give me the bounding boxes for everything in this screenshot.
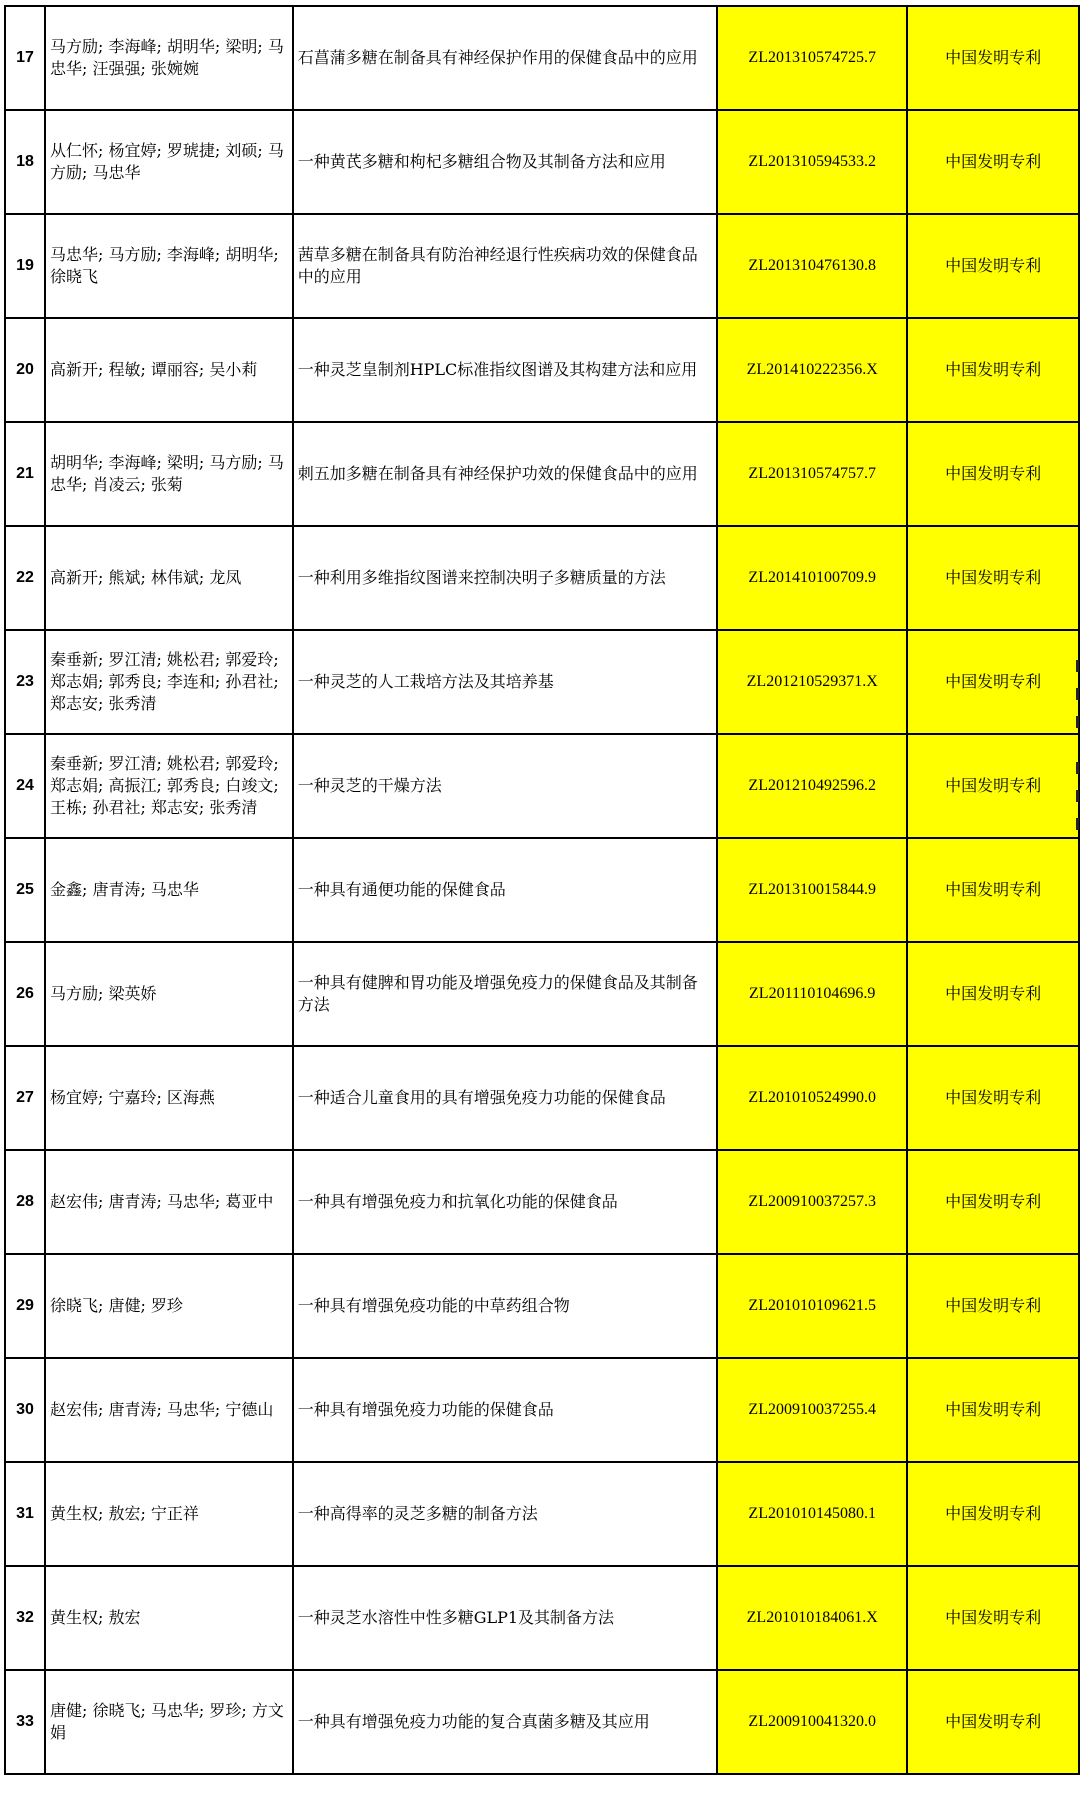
patent-number-cell: ZL201010145080.1 <box>717 1462 907 1566</box>
patent-type-cell: 中国发明专利 <box>907 422 1079 526</box>
row-number: 21 <box>5 422 45 526</box>
patent-title-cell: 一种具有增强免疫力和抗氧化功能的保健食品 <box>293 1150 718 1254</box>
patent-type-cell: 中国发明专利 <box>907 318 1079 422</box>
patent-type-cell: 中国发明专利 <box>907 6 1079 110</box>
patent-type-cell: 中国发明专利 <box>907 734 1079 838</box>
patent-number-cell: ZL201310574757.7 <box>717 422 907 526</box>
edge-mark <box>1076 688 1079 700</box>
patent-number-cell: ZL201110104696.9 <box>717 942 907 1046</box>
table-row <box>5 942 1079 1046</box>
inventors-cell: 马忠华; 马方励; 李海峰; 胡明华; 徐晓飞 <box>45 214 293 318</box>
inventors-cell: 赵宏伟; 唐青涛; 马忠华; 宁德山 <box>45 1358 293 1462</box>
patent-number-cell: ZL201010109621.5 <box>717 1254 907 1358</box>
patent-type-cell: 中国发明专利 <box>907 526 1079 630</box>
table-row <box>5 838 1079 942</box>
inventors-cell: 从仁怀; 杨宜婷; 罗琥捷; 刘硕; 马方励; 马忠华 <box>45 110 293 214</box>
table-row <box>5 734 1079 838</box>
table-row <box>5 318 1079 422</box>
patent-table-body <box>5 6 1079 1774</box>
patent-type-cell: 中国发明专利 <box>907 1462 1079 1566</box>
row-number: 23 <box>5 630 45 734</box>
inventors-cell: 高新开; 熊斌; 林伟斌; 龙凤 <box>45 526 293 630</box>
patent-number-cell: ZL200910037257.3 <box>717 1150 907 1254</box>
patent-number-cell: ZL201310574725.7 <box>717 6 907 110</box>
patent-number-cell: ZL201210492596.2 <box>717 734 907 838</box>
patent-title-cell: 一种灵芝皇制剂HPLC标准指纹图谱及其构建方法和应用 <box>293 318 718 422</box>
row-number: 25 <box>5 838 45 942</box>
row-number: 31 <box>5 1462 45 1566</box>
patent-type-cell: 中国发明专利 <box>907 1150 1079 1254</box>
inventors-cell: 马方励; 梁英娇 <box>45 942 293 1046</box>
row-number: 19 <box>5 214 45 318</box>
patent-number-cell: ZL201310594533.2 <box>717 110 907 214</box>
table-row <box>5 1046 1079 1150</box>
patent-type-cell: 中国发明专利 <box>907 630 1079 734</box>
patent-title-cell: 一种高得率的灵芝多糖的制备方法 <box>293 1462 718 1566</box>
inventors-cell: 秦垂新; 罗江清; 姚松君; 郭爱玲; 郑志娟; 郭秀良; 李连和; 孙君社; 郑志安; 张秀清 <box>45 630 293 734</box>
table-row <box>5 214 1079 318</box>
table-row <box>5 422 1079 526</box>
inventors-cell: 黄生权; 敖宏; 宁正祥 <box>45 1462 293 1566</box>
inventors-cell: 黄生权; 敖宏 <box>45 1566 293 1670</box>
patent-title-cell: 一种具有健脾和胃功能及增强免疫力的保健食品及其制备方法 <box>293 942 718 1046</box>
table-row <box>5 630 1079 734</box>
row-number: 30 <box>5 1358 45 1462</box>
row-number: 33 <box>5 1670 45 1774</box>
table-row <box>5 110 1079 214</box>
row-number: 17 <box>5 6 45 110</box>
patent-number-cell: ZL200910037255.4 <box>717 1358 907 1462</box>
patent-type-cell: 中国发明专利 <box>907 1046 1079 1150</box>
inventors-cell: 金鑫; 唐青涛; 马忠华 <box>45 838 293 942</box>
patent-title-cell: 一种具有增强免疫功能的中草药组合物 <box>293 1254 718 1358</box>
patent-number-cell: ZL201310476130.8 <box>717 214 907 318</box>
inventors-cell: 徐晓飞; 唐健; 罗珍 <box>45 1254 293 1358</box>
row-number: 22 <box>5 526 45 630</box>
patent-type-cell: 中国发明专利 <box>907 838 1079 942</box>
patent-title-cell: 一种具有通便功能的保健食品 <box>293 838 718 942</box>
patent-title-cell: 一种灵芝水溶性中性多糖GLP1及其制备方法 <box>293 1566 718 1670</box>
inventors-cell: 赵宏伟; 唐青涛; 马忠华; 葛亚中 <box>45 1150 293 1254</box>
edge-mark <box>1076 762 1079 774</box>
patent-type-cell: 中国发明专利 <box>907 110 1079 214</box>
patent-number-cell: ZL200910041320.0 <box>717 1670 907 1774</box>
patent-title-cell: 一种适合儿童食用的具有增强免疫力功能的保健食品 <box>293 1046 718 1150</box>
patent-number-cell: ZL201310015844.9 <box>717 838 907 942</box>
patent-title-cell: 刺五加多糖在制备具有神经保护功效的保健食品中的应用 <box>293 422 718 526</box>
edge-mark <box>1076 790 1079 802</box>
patent-title-cell: 一种灵芝的干燥方法 <box>293 734 718 838</box>
row-number: 27 <box>5 1046 45 1150</box>
row-number: 29 <box>5 1254 45 1358</box>
row-number: 28 <box>5 1150 45 1254</box>
edge-mark <box>1076 818 1079 830</box>
patent-type-cell: 中国发明专利 <box>907 214 1079 318</box>
patent-title-cell: 一种灵芝的人工栽培方法及其培养基 <box>293 630 718 734</box>
inventors-cell: 杨宜婷; 宁嘉玲; 区海燕 <box>45 1046 293 1150</box>
row-number: 20 <box>5 318 45 422</box>
patent-type-cell: 中国发明专利 <box>907 1358 1079 1462</box>
patent-type-cell: 中国发明专利 <box>907 1566 1079 1670</box>
table-row <box>5 1566 1079 1670</box>
row-number: 32 <box>5 1566 45 1670</box>
edge-mark <box>1076 716 1079 728</box>
inventors-cell: 高新开; 程敏; 谭丽容; 吴小莉 <box>45 318 293 422</box>
patent-table <box>4 5 1080 1775</box>
inventors-cell: 马方励; 李海峰; 胡明华; 梁明; 马忠华; 汪强强; 张婉婉 <box>45 6 293 110</box>
inventors-cell: 唐健; 徐晓飞; 马忠华; 罗珍; 方文娟 <box>45 1670 293 1774</box>
table-row <box>5 1462 1079 1566</box>
patent-title-cell: 茜草多糖在制备具有防治神经退行性疾病功效的保健食品中的应用 <box>293 214 718 318</box>
patent-title-cell: 一种利用多维指纹图谱来控制决明子多糖质量的方法 <box>293 526 718 630</box>
inventors-cell: 秦垂新; 罗江清; 姚松君; 郭爱玲; 郑志娟; 高振江; 郭秀良; 白竣文; 王栋; 孙君社; 郑志安; 张秀清 <box>45 734 293 838</box>
row-number: 18 <box>5 110 45 214</box>
patent-title-cell: 一种具有增强免疫力功能的复合真菌多糖及其应用 <box>293 1670 718 1774</box>
patent-number-cell: ZL201210529371.X <box>717 630 907 734</box>
table-row <box>5 1358 1079 1462</box>
edge-mark <box>1076 660 1079 672</box>
row-number: 24 <box>5 734 45 838</box>
inventors-cell: 胡明华; 李海峰; 梁明; 马方励; 马忠华; 肖凌云; 张菊 <box>45 422 293 526</box>
row-number: 26 <box>5 942 45 1046</box>
patent-title-cell: 一种具有增强免疫力功能的保健食品 <box>293 1358 718 1462</box>
patent-number-cell: ZL201010184061.X <box>717 1566 907 1670</box>
patent-number-cell: ZL201410100709.9 <box>717 526 907 630</box>
table-row <box>5 6 1079 110</box>
table-row <box>5 1150 1079 1254</box>
table-row <box>5 1254 1079 1358</box>
patent-number-cell: ZL201410222356.X <box>717 318 907 422</box>
patent-type-cell: 中国发明专利 <box>907 1670 1079 1774</box>
patent-title-cell: 一种黄芪多糖和枸杞多糖组合物及其制备方法和应用 <box>293 110 718 214</box>
patent-type-cell: 中国发明专利 <box>907 942 1079 1046</box>
patent-title-cell: 石菖蒲多糖在制备具有神经保护作用的保健食品中的应用 <box>293 6 718 110</box>
patent-type-cell: 中国发明专利 <box>907 1254 1079 1358</box>
patent-number-cell: ZL201010524990.0 <box>717 1046 907 1150</box>
table-row <box>5 1670 1079 1774</box>
table-row <box>5 526 1079 630</box>
